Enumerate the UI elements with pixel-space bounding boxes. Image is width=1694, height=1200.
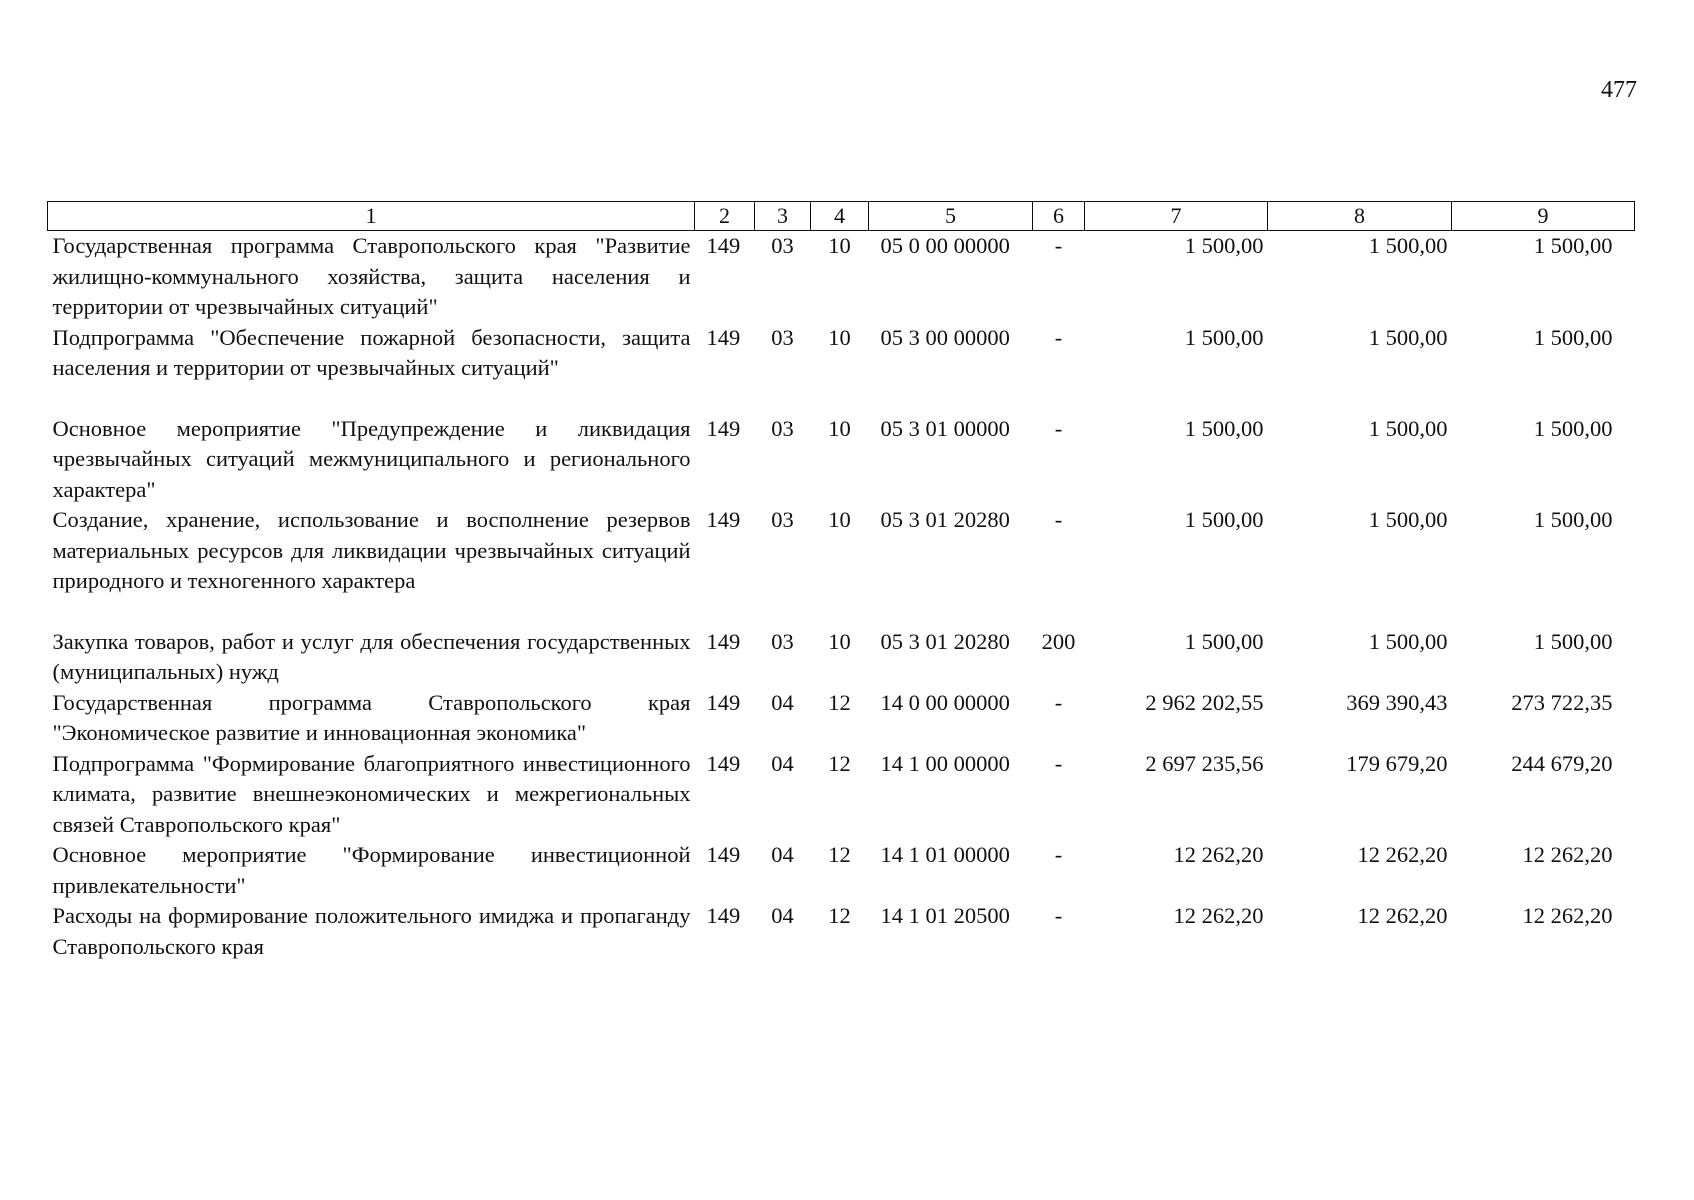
row-amount-col8: 1 500,00 xyxy=(1368,628,1448,654)
row-amount-col7: 1 500,00 xyxy=(1184,628,1264,654)
row-amount-col8: 179 679,20 xyxy=(1346,750,1448,776)
row-amount-col8: 1 500,00 xyxy=(1368,415,1448,441)
row-code-expense-type: - xyxy=(1054,750,1063,776)
row-amount-col8: 1 500,00 xyxy=(1368,507,1448,532)
row-code-ministry: 149 xyxy=(706,628,741,654)
row-code-target: 05 0 00 00000 xyxy=(880,233,1010,258)
table-row xyxy=(48,840,1635,901)
row-code-target: 05 3 01 00000 xyxy=(880,415,1010,441)
row-name: Закупка товаров, работ и услуг для обеспечения государственных (муниципальных) нужд xyxy=(52,628,691,684)
row-code-subsection: 12 xyxy=(828,903,851,928)
column-header-9: 9 xyxy=(1452,202,1635,231)
table-row xyxy=(48,749,1635,841)
row-code-subsection: 12 xyxy=(828,750,851,776)
row-code-target: 05 3 00 00000 xyxy=(880,324,1010,350)
column-header-6: 6 xyxy=(1033,202,1085,231)
row-code-expense-type: 200 xyxy=(1041,628,1076,654)
row-amount-col9: 244 679,20 xyxy=(1511,750,1613,776)
table-header xyxy=(48,202,1635,231)
row-code-ministry: 149 xyxy=(706,750,741,776)
row-code-ministry: 149 xyxy=(706,689,741,715)
row-name: Государственная программа Ставропольского края "Развитие жилищно-коммунального хозяйства, защита населения и территории от чрезвычайных ситуаций" xyxy=(52,233,691,319)
row-name: Расходы на формирование положительного имиджа и пропаганду Ставропольского края xyxy=(52,903,691,959)
row-code-expense-type: - xyxy=(1054,689,1063,715)
row-amount-col9: 1 500,00 xyxy=(1533,324,1613,350)
row-code-target: 14 1 01 20500 xyxy=(880,903,1010,928)
column-header-4: 4 xyxy=(811,202,869,231)
header-row xyxy=(48,202,1635,231)
table-row xyxy=(48,901,1635,962)
row-code-expense-type: - xyxy=(1054,842,1063,867)
row-code-subsection: 10 xyxy=(828,415,851,441)
column-header-8: 8 xyxy=(1268,202,1452,231)
row-code-subsection: 10 xyxy=(828,324,851,350)
row-amount-col8: 1 500,00 xyxy=(1368,324,1448,350)
row-code-target: 14 0 00 00000 xyxy=(880,689,1010,715)
row-amount-col7: 1 500,00 xyxy=(1184,324,1264,350)
row-amount-col9: 1 500,00 xyxy=(1533,507,1613,532)
row-code-ministry: 149 xyxy=(706,415,741,441)
row-code-target: 14 1 01 00000 xyxy=(880,842,1010,867)
row-code-expense-type: - xyxy=(1054,233,1063,258)
row-amount-col7: 1 500,00 xyxy=(1184,233,1264,258)
row-code-ministry: 149 xyxy=(706,233,741,258)
row-code-section: 04 xyxy=(771,903,794,928)
row-name: Создание, хранение, использование и восполнение резервов материальных ресурсов для ликвидации чрезвычайных ситуаций природного и техногенного характера xyxy=(52,507,691,593)
row-amount-col7: 12 262,20 xyxy=(1173,903,1264,928)
row-code-target: 05 3 01 20280 xyxy=(880,507,1010,532)
row-amount-col8: 12 262,20 xyxy=(1357,903,1448,928)
row-name: Основное мероприятие "Формирование инвестиционной привлекательности" xyxy=(52,842,691,898)
row-amount-col7: 1 500,00 xyxy=(1184,507,1264,532)
table-row xyxy=(48,323,1635,414)
row-code-section: 03 xyxy=(771,233,794,258)
row-code-ministry: 149 xyxy=(706,842,741,867)
table-row xyxy=(48,688,1635,749)
row-code-subsection: 10 xyxy=(828,233,851,258)
row-code-ministry: 149 xyxy=(706,903,741,928)
row-amount-col8: 369 390,43 xyxy=(1346,689,1448,715)
row-code-expense-type: - xyxy=(1054,507,1063,532)
row-code-target: 05 3 01 20280 xyxy=(880,628,1010,654)
page-number: 477 xyxy=(1601,77,1637,103)
table-row xyxy=(48,627,1635,688)
row-amount-col7: 2 962 202,55 xyxy=(1145,689,1264,715)
row-amount-col9: 12 262,20 xyxy=(1522,842,1613,867)
row-amount-col9: 12 262,20 xyxy=(1522,903,1613,928)
row-amount-col9: 1 500,00 xyxy=(1533,233,1613,258)
row-code-section: 03 xyxy=(771,628,794,654)
row-code-expense-type: - xyxy=(1054,324,1063,350)
table-row xyxy=(48,231,1635,323)
table-row xyxy=(48,414,1635,506)
row-amount-col7: 1 500,00 xyxy=(1184,415,1264,441)
row-name: Государственная программа Ставропольского края "Экономическое развитие и инновационная экономика" xyxy=(52,689,691,745)
row-code-section: 03 xyxy=(771,507,794,532)
table-row xyxy=(48,505,1635,627)
column-header-1: 1 xyxy=(48,202,695,231)
row-amount-col9: 273 722,35 xyxy=(1511,689,1613,715)
row-code-subsection: 10 xyxy=(828,628,851,654)
row-amount-col8: 1 500,00 xyxy=(1368,233,1448,258)
row-name: Основное мероприятие "Предупреждение и ликвидация чрезвычайных ситуаций межмуниципального и регионального характера" xyxy=(52,415,691,502)
row-code-subsection: 12 xyxy=(828,842,851,867)
row-code-section: 03 xyxy=(771,415,794,441)
column-header-3: 3 xyxy=(755,202,811,231)
row-amount-col9: 1 500,00 xyxy=(1533,415,1613,441)
row-name: Подпрограмма "Обеспечение пожарной безопасности, защита населения и территории от чрезвычайных ситуаций" xyxy=(52,324,691,380)
row-code-section: 04 xyxy=(771,842,794,867)
row-amount-col8: 12 262,20 xyxy=(1357,842,1448,867)
row-code-target: 14 1 00 00000 xyxy=(880,750,1010,776)
row-code-expense-type: - xyxy=(1054,415,1063,441)
row-code-ministry: 149 xyxy=(706,507,741,532)
row-amount-col7: 2 697 235,56 xyxy=(1145,750,1264,776)
row-amount-col9: 1 500,00 xyxy=(1533,628,1613,654)
row-code-subsection: 12 xyxy=(828,689,851,715)
budget-table xyxy=(47,201,1635,962)
row-code-section: 03 xyxy=(771,324,794,350)
row-code-section: 04 xyxy=(771,750,794,776)
row-amount-col7: 12 262,20 xyxy=(1173,842,1264,867)
row-code-section: 04 xyxy=(771,689,794,715)
column-header-5: 5 xyxy=(869,202,1033,231)
row-code-ministry: 149 xyxy=(706,324,741,350)
column-header-7: 7 xyxy=(1085,202,1268,231)
column-header-2: 2 xyxy=(695,202,755,231)
row-code-expense-type: - xyxy=(1054,903,1063,928)
row-name: Подпрограмма "Формирование благоприятного инвестиционного климата, развитие внешнеэкономических и межрегиональных связей Ставропольского края" xyxy=(52,750,691,837)
table-body xyxy=(48,231,1635,963)
row-code-subsection: 10 xyxy=(828,507,851,532)
budget-table-container xyxy=(47,201,1634,962)
